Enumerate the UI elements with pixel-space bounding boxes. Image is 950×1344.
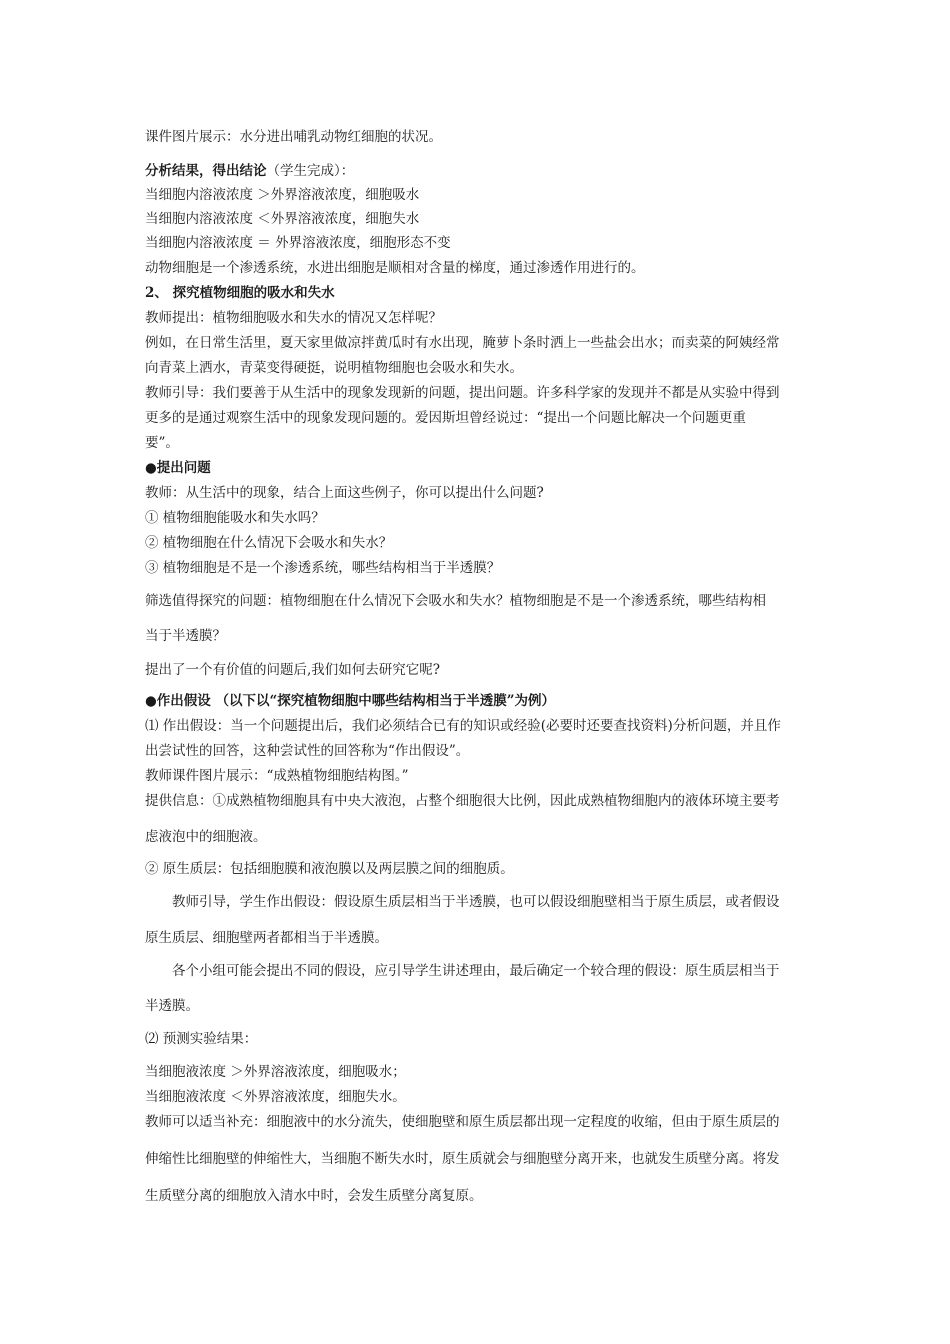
text-line: 动物细胞是一个渗透系统，水进出细胞是顺相对含量的梯度，通过渗透作用进行的。	[145, 260, 645, 276]
text-line: 虑液泡中的细胞液。	[145, 829, 267, 845]
text-line: 例如，在日常生活里，夏天家里做凉拌黄瓜时有水出现，腌萝卜条时洒上一些盐会出水；而卖菜的阿姨经常	[145, 335, 780, 351]
list-item: ① 植物细胞能吸水和失水吗？	[145, 510, 325, 526]
text-line: 当细胞液浓度 ＜外界溶液浓度，细胞失水。	[145, 1089, 406, 1105]
text-line: ⑴ 作出假设：当一个问题提出后，我们必须结合已有的知识或经验(必要时还要查找资料)分析问题，并且作	[145, 718, 781, 734]
text-line: 当细胞内溶液浓度 ＜外界溶液浓度，细胞失水	[145, 211, 420, 227]
text-line: 更多的是通过观察生活中的现象发现问题的。爱因斯坦曾经说过：“提出一个问题比解决一个问题更重	[145, 410, 746, 426]
text-line: 生质壁分离的细胞放入清水中时，会发生质壁分离复原。	[145, 1188, 483, 1204]
text-line: 教师课件图片展示：“成熟植物细胞结构图。”	[145, 768, 409, 784]
heading-sub: （学生完成）：	[266, 163, 355, 179]
text-line: ② 原生质层：包括细胞膜和液泡膜以及两层膜之间的细胞质。	[145, 861, 514, 877]
text-line: 教师提出：植物细胞吸水和失水的情况又怎样呢？	[145, 310, 442, 326]
text-line: 向青菜上洒水，青菜变得硬挺，说明植物细胞也会吸水和失水。	[145, 360, 523, 376]
text-line: 当细胞内溶液浓度 ＝ 外界溶液浓度，细胞形态不变	[145, 235, 451, 251]
section-heading: ●作出假设 （以下以“探究植物细胞中哪些结构相当于半透膜”为例）	[145, 693, 556, 709]
text-line: 各个小组可能会提出不同的假设，应引导学生讲述理由，最后确定一个较合理的假设：原生质层相当于	[172, 963, 780, 979]
text-line: 提供信息：①成熟植物细胞具有中央大液泡，占整个细胞很大比例，因此成熟植物细胞内的液体环境主要考	[145, 793, 780, 809]
text-line: 原生质层、细胞壁两者都相当于半透膜。	[145, 930, 388, 946]
text-line: 当细胞内溶液浓度 ＞外界溶液浓度，细胞吸水	[145, 187, 420, 203]
text-line: 当于半透膜？	[145, 628, 226, 644]
list-item: ② 植物细胞在什么情况下会吸水和失水？	[145, 535, 393, 551]
text-line: 半透膜。	[145, 998, 199, 1014]
text-line: 教师可以适当补充：细胞液中的水分流失，使细胞壁和原生质层都出现一定程度的收缩，但由于原生质层的	[145, 1114, 780, 1130]
text-line: 教师引导：我们要善于从生活中的现象发现新的问题，提出问题。许多科学家的发现并不都是从实验中得到	[145, 385, 780, 401]
text-line: ⑵ 预测实验结果：	[145, 1031, 258, 1047]
conclusion-heading	[145, 162, 810, 180]
text-line: 提出了一个有价值的问题后,我们如何去研究它呢?	[145, 662, 441, 678]
text-line: 伸缩性比细胞壁的伸缩性大，当细胞不断失水时，原生质就会与细胞壁分离开来，也就发生质壁分离。将发	[145, 1151, 780, 1167]
text-line: 筛选值得探究的问题：植物细胞在什么情况下会吸水和失水？植物细胞是不是一个渗透系统，哪些结构相	[145, 593, 766, 609]
text-line: 课件图片展示：水分进出哺乳动物红细胞的状况。	[145, 129, 442, 145]
text-line: 教师：从生活中的现象，结合上面这些例子，你可以提出什么问题?	[145, 485, 544, 501]
section-heading: 2、 探究植物细胞的吸水和失水	[145, 285, 335, 301]
text-line: 教师引导，学生作出假设：假设原生质层相当于半透膜，也可以假设细胞壁相当于原生质层，或者假设	[172, 894, 780, 910]
text-line: 要”。	[145, 435, 179, 451]
list-item: ③ 植物细胞是不是一个渗透系统，哪些结构相当于半透膜？	[145, 560, 501, 576]
text-line: 出尝试性的回答，这种尝试性的回答称为“作出假设”。	[145, 743, 470, 759]
text-line: 当细胞液浓度 ＞外界溶液浓度，细胞吸水；	[145, 1064, 406, 1080]
heading-bold: 分析结果，得出结论	[145, 163, 267, 179]
section-heading: ●提出问题	[145, 460, 211, 476]
